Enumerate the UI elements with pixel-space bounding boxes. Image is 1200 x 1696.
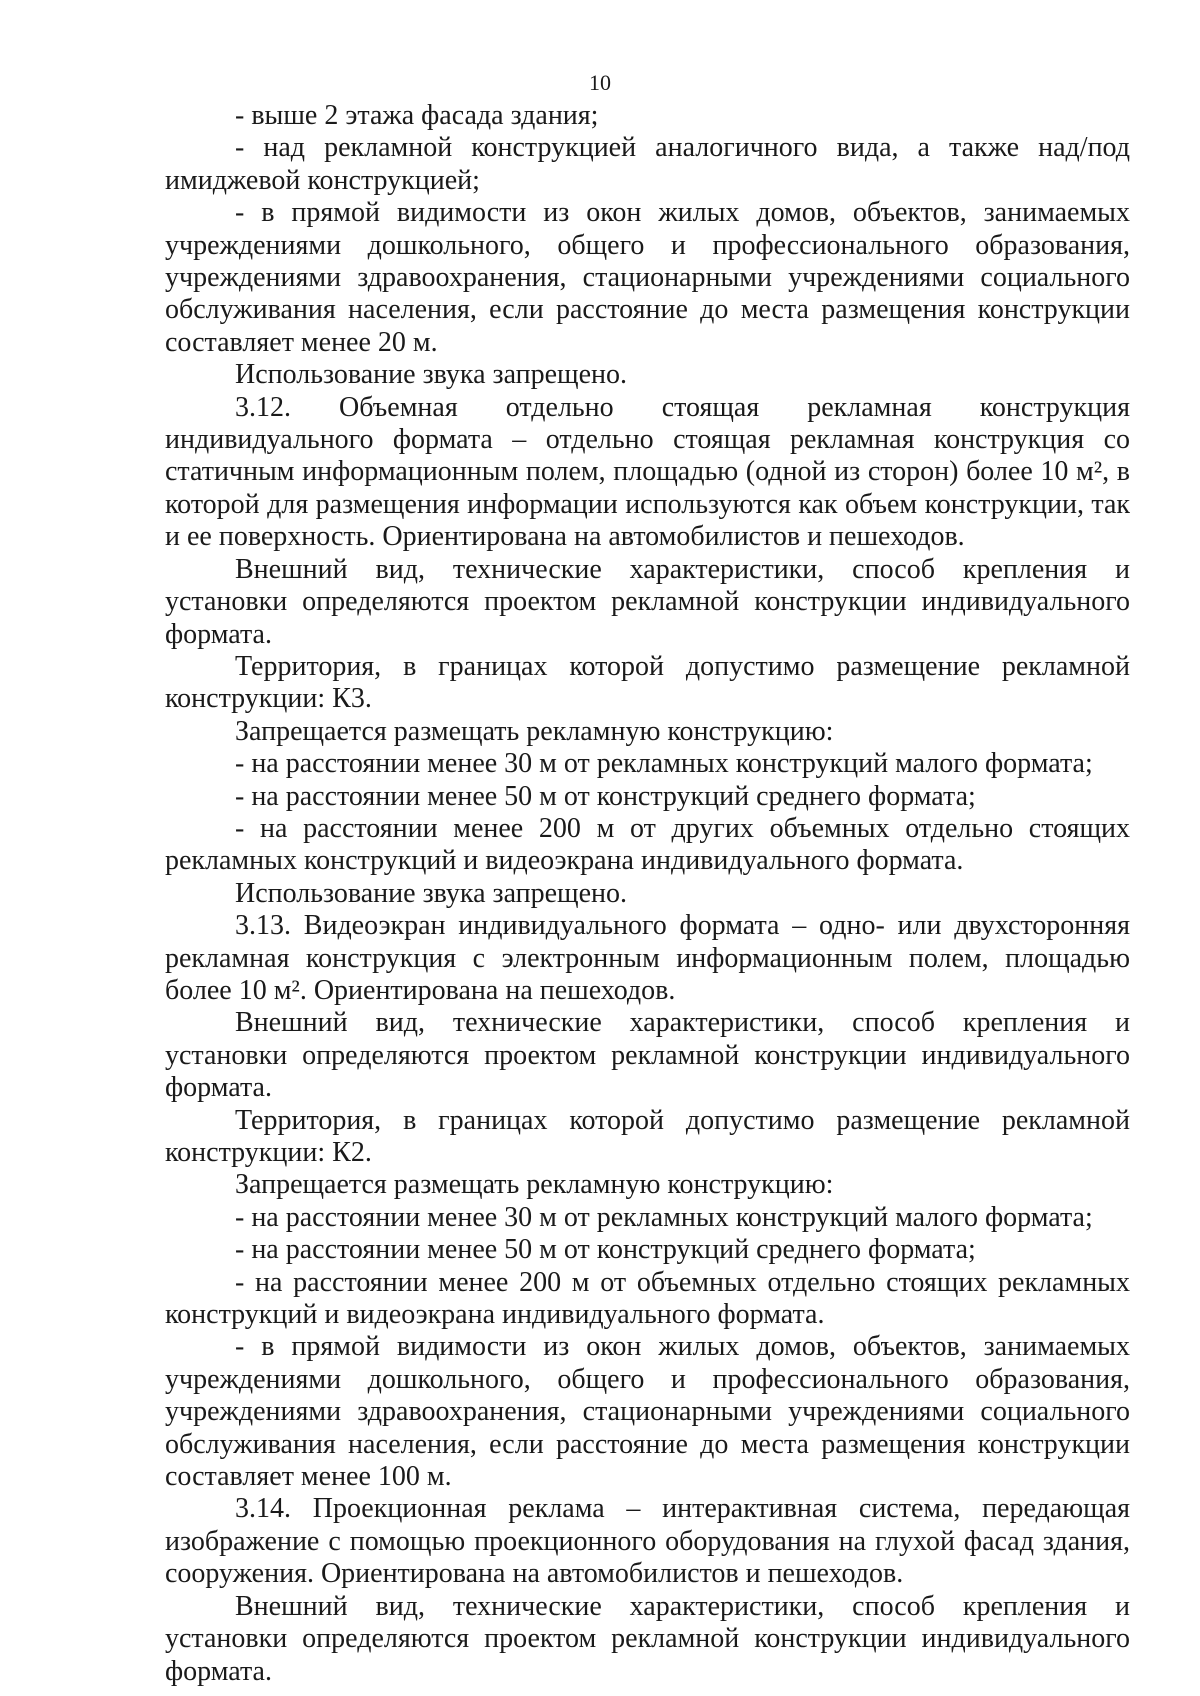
section-3-13-territory: Территория, в границах которой допустимо размещение рекламной конструкции: К2.	[165, 1104, 1130, 1168]
list-item-30m-small-format: - на расстоянии менее 30 м от рекламных конструкций малого формата;	[235, 748, 1093, 780]
section-3-14-appearance: Внешний вид, технические характеристики, способ крепления и установки определяются проектом рекламной конструкции индивидуального формата.	[165, 1590, 1130, 1687]
list-item-above-second-floor: - выше 2 этажа фасада здания;	[235, 100, 599, 131]
list-item-200m-other-volumetric: - на расстоянии менее 200 м от других объемных отдельно стоящих рекламных конструкций и видеоэкрана индивидуального формата.	[165, 812, 1130, 877]
list-item-30m-small-format: - на расстоянии менее 30 м от рекламных конструкций малого формата;	[235, 1201, 1093, 1233]
list-item-visibility-20m: - в прямой видимости из окон жилых домов, объектов, занимаемых учреждениями дошкольного, общего и профессионального образования, учреждениями здравоохранения, стационарными учреждениями социального обслуживания населения, если расстояние до места размещения конструкции составляет менее 20 м.	[165, 197, 1130, 358]
list-item-above-similar-construction: - над рекламной конструкцией аналогичного вида, а также над/под имиджевой конструкцией;	[165, 132, 1130, 196]
page-number: 10	[589, 70, 611, 95]
sound-prohibited-note: Использование звука запрещено.	[235, 877, 628, 909]
section-3-14-definition: 3.14. Проекционная реклама – интерактивная система, передающая изображение с помощью проекционного оборудования на глухой фасад здания, сооружения. Ориентирована на автомобилистов и пешеходов.	[165, 1493, 1130, 1590]
list-item-50m-medium-format: - на расстоянии менее 50 м от конструкций среднего формата;	[235, 1234, 976, 1266]
section-3-12-prohibition-heading: Запрещается размещать рекламную конструкцию:	[235, 715, 834, 747]
document-body	[165, 100, 1130, 1688]
sound-prohibited-note: Использование звука запрещено.	[235, 359, 628, 391]
section-3-13-prohibition-heading: Запрещается размещать рекламную конструкцию:	[235, 1169, 834, 1201]
list-item-200m-volumetric: - на расстоянии менее 200 м от объемных отдельно стоящих рекламных конструкций и видеоэкрана индивидуального формата.	[165, 1266, 1130, 1331]
list-item-visibility-100m: - в прямой видимости из окон жилых домов, объектов, занимаемых учреждениями дошкольного, общего и профессионального образования, учреждениями здравоохранения, стационарными учреждениями социального обслуживания населения, если расстояние до места размещения конструкции составляет менее 100 м.	[165, 1331, 1130, 1493]
section-3-13-definition: 3.13. Видеоэкран индивидуального формата – одно- или двухсторонняя рекламная конструкция с электронным информационным полем, площадью более 10 м². Ориентирована на пешеходов.	[165, 910, 1130, 1006]
section-3-12-definition: 3.12. Объемная отдельно стоящая рекламная конструкция индивидуального формата – отдельно стоящая рекламная конструкция со статичным информационным полем, площадью (одной из сторон) более 10 м², в которой для размещения информации используются как объем конструкции, так и ее поверхность. Ориентирована на автомобилистов и пешеходов.	[165, 391, 1130, 553]
section-3-12-appearance: Внешний вид, технические характеристики, способ крепления и установки определяются проектом рекламной конструкции индивидуального формата.	[165, 553, 1130, 650]
section-3-13-appearance: Внешний вид, технические характеристики, способ крепления и установки определяются проектом рекламной конструкции индивидуального формата.	[165, 1007, 1130, 1104]
section-3-12-territory: Территория, в границах которой допустимо размещение рекламной конструкции: К3.	[165, 650, 1130, 715]
list-item-50m-medium-format: - на расстоянии менее 50 м от конструкций среднего формата;	[235, 780, 976, 812]
